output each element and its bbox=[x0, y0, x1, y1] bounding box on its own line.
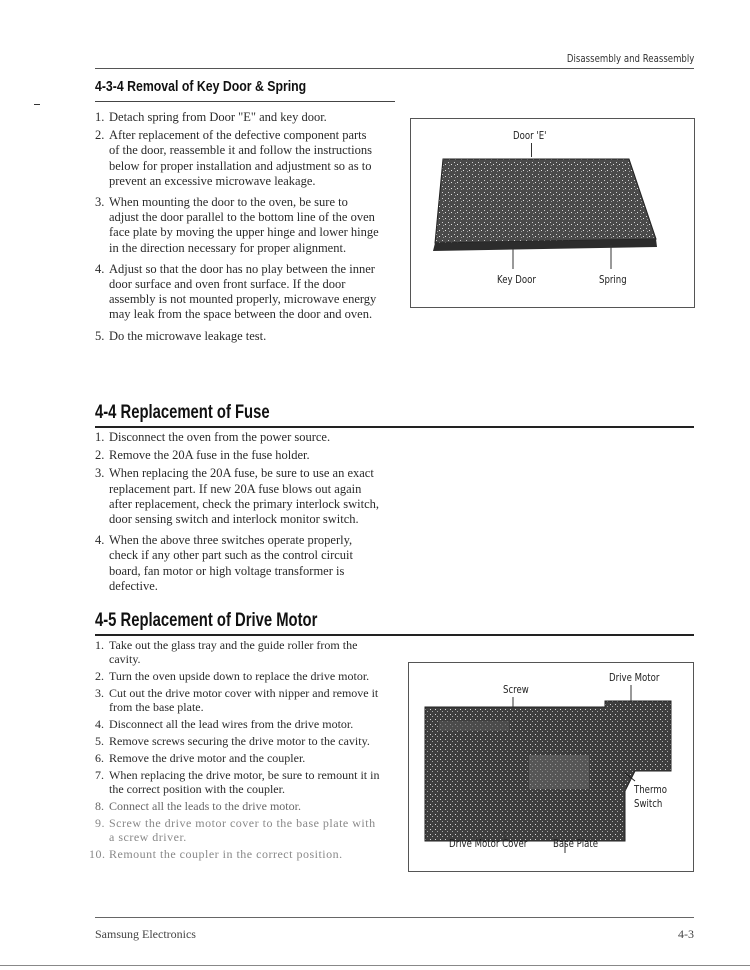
section-434-rule bbox=[95, 101, 395, 102]
list-item: 6. Remove the drive motor and the coupler. bbox=[95, 751, 306, 765]
door-e-label: Door 'E' bbox=[513, 129, 547, 142]
list-item: 4. Adjust so that the door has no play between the inner door surface and oven front surface. If the door assembly is not mounted properly, microwave energy may leak from the space between the door and oven. bbox=[95, 261, 377, 322]
spring-label: Spring bbox=[599, 273, 627, 286]
list-item: 4. Disconnect all the lead wires from the drive motor. bbox=[95, 717, 354, 731]
header-rule bbox=[95, 68, 694, 69]
list-item: 5. Do the microwave leakage test. bbox=[95, 328, 267, 343]
list-item: 3. Cut out the drive motor cover with nipper and remove it from the base plate. bbox=[95, 686, 379, 714]
section-44-rule bbox=[95, 426, 694, 428]
section-44-title: 4-4 Replacement of Fuse bbox=[95, 402, 270, 423]
list-item: 10. Remount the coupler in the correct position. bbox=[89, 847, 343, 861]
section-434-steps bbox=[95, 110, 380, 347]
list-item: 2. After replacement of the defective component parts of the door, reassemble it and follow the instructions below for proper installation and adjustment so as to prevent an excessive microwave leakage. bbox=[95, 128, 372, 188]
drive-motor-cover-label: Drive Motor Cover bbox=[449, 837, 528, 850]
list-item: 4. When the above three switches operate properly, check if any other part such as the control circuit board, fan motor or high voltage transformer is defective. bbox=[95, 533, 354, 593]
footer-company: Samsung Electronics bbox=[95, 927, 196, 941]
list-item: 2. Turn the oven upside down to replace the drive motor. bbox=[95, 669, 370, 683]
switch-label: Switch bbox=[634, 797, 663, 810]
section-44-steps bbox=[95, 430, 380, 597]
list-item: 1. Disconnect the oven from the power source. bbox=[95, 430, 331, 444]
list-item: 1. Take out the glass tray and the guide roller from the cavity. bbox=[95, 638, 358, 666]
drive-motor-figure bbox=[408, 662, 694, 872]
section-45-steps bbox=[89, 638, 380, 864]
running-header: Disassembly and Reassembly bbox=[566, 52, 694, 65]
section-45-rule bbox=[95, 634, 694, 636]
thermo-label: Thermo bbox=[634, 783, 667, 796]
list-item: 8. Connect all the leads to the drive motor. bbox=[95, 799, 301, 813]
key-door-label: Key Door bbox=[497, 273, 536, 286]
list-item: 9. Screw the drive motor cover to the base plate with a screw driver. bbox=[95, 816, 376, 844]
section-434-title: 4-3-4 Removal of Key Door & Spring bbox=[95, 78, 307, 95]
footer-rule bbox=[95, 917, 694, 918]
list-item: 3. When mounting the door to the oven, be sure to adjust the door parallel to the bottom line of the oven face plate by moving the upper hinge and lower hinge in the direction necessary for proper alignment. bbox=[95, 195, 379, 255]
key-door-illustration bbox=[411, 119, 694, 307]
bottom-edge-rule bbox=[0, 965, 750, 966]
list-item: 5. Remove screws securing the drive motor to the cavity. bbox=[95, 734, 370, 748]
key-door-figure bbox=[410, 118, 695, 308]
list-item: 1. Detach spring from Door "E" and key door. bbox=[95, 110, 327, 124]
list-item: 2. Remove the 20A fuse in the fuse holder. bbox=[95, 448, 310, 463]
list-item: 3. When replacing the 20A fuse, be sure to use an exact replacement part. If new 20A fuse blows out again after replacement, check the primary interlock switch, door sensing switch and interlock monitor switch. bbox=[95, 466, 380, 527]
list-item: 7. When replacing the drive motor, be sure to remount it in the correct position with the coupler. bbox=[95, 768, 380, 796]
page-number: 4-3 bbox=[678, 927, 694, 941]
screw-label: Screw bbox=[503, 683, 529, 696]
drive-motor-label: Drive Motor bbox=[609, 671, 660, 684]
section-45-title: 4-5 Replacement of Drive Motor bbox=[95, 610, 318, 631]
base-plate-label: Base Plate bbox=[553, 837, 599, 850]
margin-mark bbox=[34, 104, 40, 105]
